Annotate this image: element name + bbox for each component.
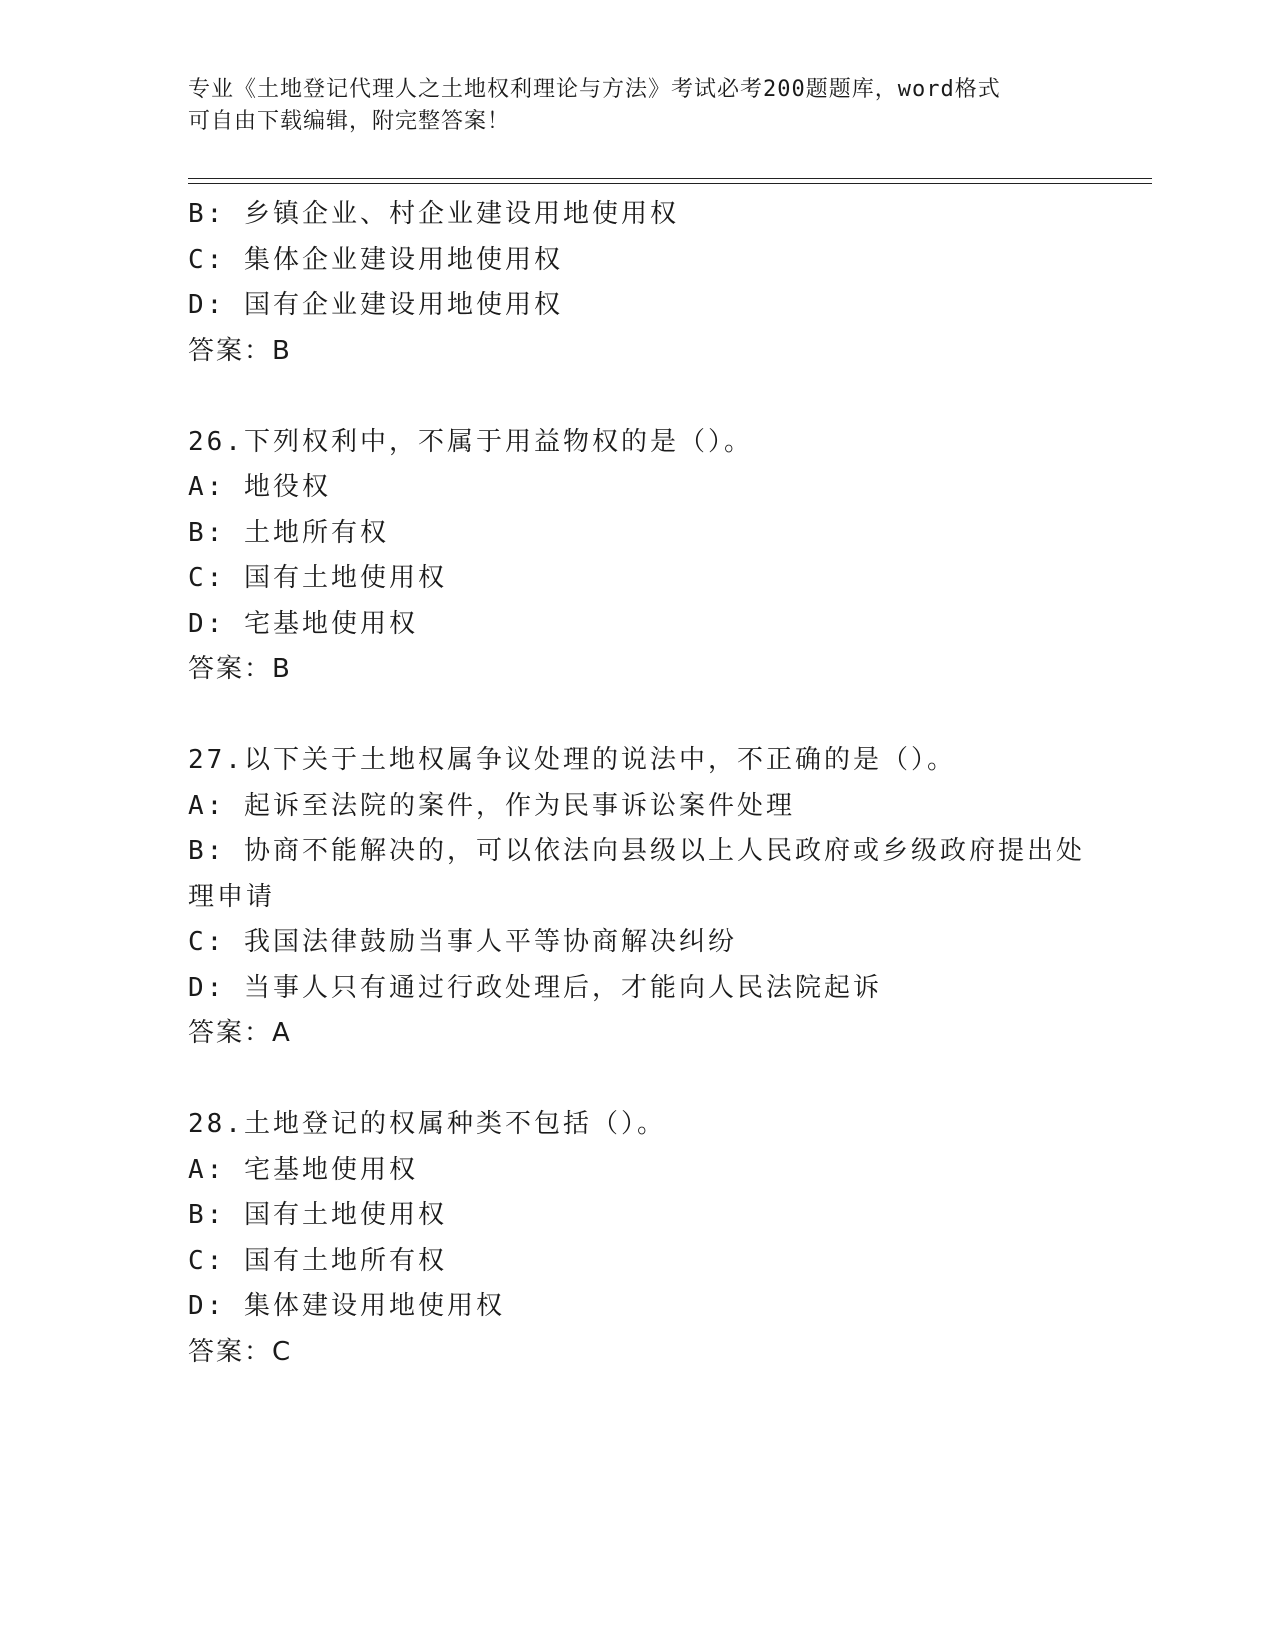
q26-answer: 答案：B <box>188 654 292 684</box>
q27-option-b-line1: B: 协商不能解决的，可以依法向县级以上人民政府或乡级政府提出处 <box>188 836 1085 866</box>
q27-option-a: A: 起诉至法院的案件，作为民事诉讼案件处理 <box>188 790 795 821</box>
q27-question: 27.以下关于土地权属争议处理的说法中，不正确的是（）。 <box>188 745 956 775</box>
q28-answer: 答案：C <box>188 1336 293 1367</box>
spacer <box>188 1057 1088 1103</box>
q26-option-c: C: 国有土地使用权 <box>188 563 447 593</box>
q28-option-b: B: 国有土地使用权 <box>188 1200 447 1230</box>
q25-option-c: C: 集体企业建设用地使用权 <box>188 244 563 275</box>
question-list <box>188 192 1088 1375</box>
q26-question: 26.下列权利中，不属于用益物权的是（）。 <box>188 426 753 457</box>
header-title-line1: 专业《土地登记代理人之土地权利理论与方法》考试必考200题题库，word格式 <box>188 77 1001 102</box>
q28-option-d: D: 集体建设用地使用权 <box>188 1291 505 1321</box>
question-block-26 <box>188 420 1088 693</box>
q25-option-b: B: 乡镇企业、村企业建设用地使用权 <box>188 199 679 229</box>
spacer <box>188 693 1088 739</box>
q27-option-b-line2: 理申请 <box>188 881 276 912</box>
header-title-line2: 可自由下载编辑，附完整答案！ <box>188 109 511 134</box>
q28-option-c: C: 国有土地所有权 <box>188 1245 447 1276</box>
spacer <box>188 374 1088 420</box>
q27-option-c: C: 我国法律鼓励当事人平等协商解决纠纷 <box>188 927 737 957</box>
question-block-28 <box>188 1102 1088 1375</box>
q25-option-d: D: 国有企业建设用地使用权 <box>188 290 563 320</box>
header-divider-top <box>188 178 1152 179</box>
document-header <box>188 74 1088 138</box>
q26-option-a: A: 地役权 <box>188 472 331 502</box>
q28-option-a: A: 宅基地使用权 <box>188 1154 418 1185</box>
q27-answer: 答案：A <box>188 1018 292 1048</box>
q27-option-d: D: 当事人只有通过行政处理后，才能向人民法院起诉 <box>188 972 882 1003</box>
q25-answer: 答案：B <box>188 335 292 366</box>
question-block-27 <box>188 738 1088 1057</box>
q26-option-d: D: 宅基地使用权 <box>188 608 418 639</box>
q28-question: 28.土地登记的权属种类不包括（）。 <box>188 1109 666 1139</box>
question-block-25 <box>188 192 1088 374</box>
header-divider-bottom <box>188 183 1152 184</box>
q26-option-b: B: 土地所有权 <box>188 517 389 548</box>
